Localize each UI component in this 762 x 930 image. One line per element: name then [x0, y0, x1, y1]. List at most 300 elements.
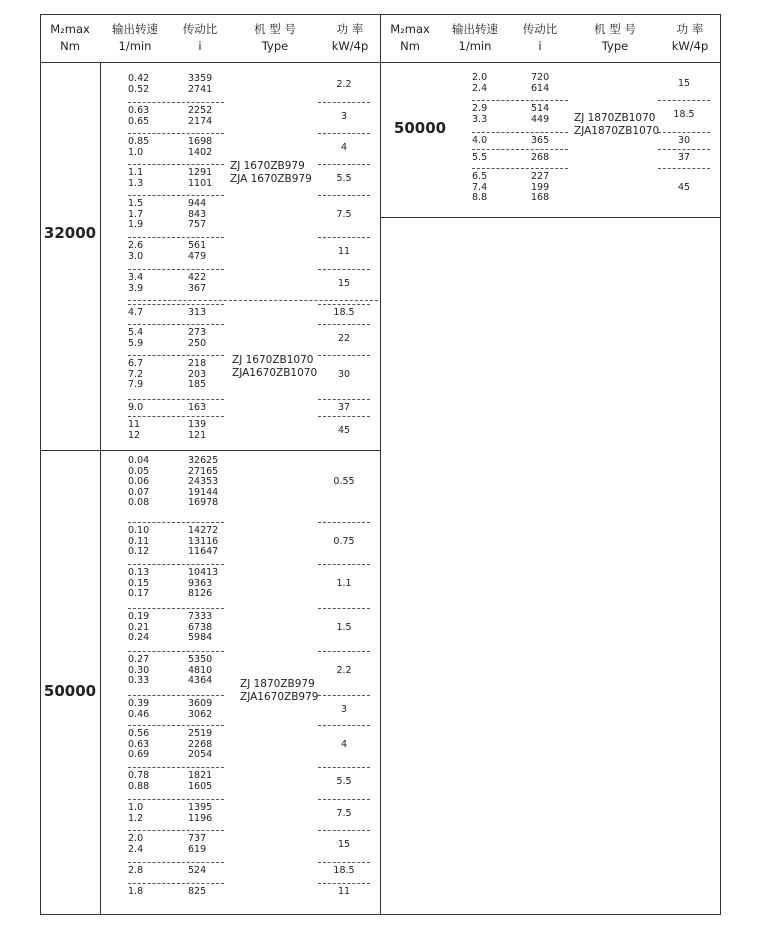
power-separator [318, 324, 370, 325]
power-value: 3 [340, 703, 348, 715]
ratio-cell [188, 887, 206, 898]
power-value: 37 [677, 152, 691, 164]
speed-separator [128, 522, 224, 523]
ratio-cell [188, 328, 206, 349]
speed-cell [472, 136, 487, 147]
header-model-line2: Type [261, 39, 289, 53]
header-torque-line1: M₂max [390, 22, 430, 36]
torque-value: 50000 [43, 682, 97, 700]
ratio-value: 250 [188, 337, 207, 349]
power-value: 5.5 [336, 775, 352, 787]
header-speed [100, 21, 170, 55]
ratio-value: 139 [188, 419, 207, 430]
speed-value: 12 [128, 429, 141, 441]
ratio-value: 185 [188, 379, 207, 390]
speed-separator [128, 564, 224, 565]
ratio-value: 2252 [188, 105, 213, 116]
speed-separator [128, 416, 224, 417]
ratio-cell [188, 866, 206, 877]
speed-separator [128, 269, 224, 270]
right-section-rule [380, 217, 721, 218]
power-separator [318, 164, 370, 165]
speed-value: 4.7 [128, 307, 144, 318]
ratio-value: 449 [531, 113, 550, 125]
header-torque-line2: Nm [400, 39, 420, 53]
ratio-value: 8126 [188, 588, 213, 599]
speed-value: 9.0 [128, 402, 144, 413]
header-ratio-line1: 传动比 [182, 22, 218, 36]
power-value: 18.5 [333, 307, 355, 319]
speed-separator [128, 164, 224, 165]
speed-cell [128, 359, 143, 391]
header-speed [440, 21, 510, 55]
model-separator [128, 300, 378, 301]
speed-cell [128, 655, 149, 687]
speed-separator [128, 133, 224, 134]
speed-value: 0.85 [128, 136, 150, 147]
ratio-value: 2174 [188, 115, 213, 127]
power-separator [318, 269, 370, 270]
header-speed-line1: 输出转速 [112, 22, 158, 36]
ratio-value: 1196 [188, 812, 213, 824]
ratio-value: 6738 [188, 621, 213, 633]
ratio-cell [188, 168, 212, 189]
ratio-cell [531, 136, 549, 147]
speed-separator [128, 102, 224, 103]
ratio-cell [188, 803, 212, 824]
speed-cell [128, 403, 143, 414]
power-separator [658, 168, 710, 169]
speed-cell [472, 73, 487, 94]
speed-value: 0.15 [128, 577, 150, 589]
ratio-cell [188, 456, 218, 509]
power-value: 11 [337, 886, 351, 898]
speed-value: 1.9 [128, 219, 144, 230]
power-separator [318, 355, 370, 356]
speed-value: 1.1 [128, 167, 144, 178]
speed-value: 0.63 [128, 738, 150, 750]
ratio-cell [188, 74, 212, 95]
speed-value: 2.8 [128, 865, 144, 876]
speed-value: 11 [128, 419, 141, 430]
ratio-value: 268 [531, 152, 550, 163]
speed-cell [128, 137, 149, 158]
header-ratio-line2: i [538, 39, 542, 53]
ratio-cell [188, 273, 206, 294]
speed-value: 0.33 [128, 675, 150, 686]
ratio-value: 524 [188, 865, 207, 876]
speed-separator [128, 237, 224, 238]
ratio-cell [188, 612, 212, 644]
ratio-cell [188, 241, 206, 262]
header-speed-line2: 1/min [458, 39, 492, 53]
speed-value: 0.19 [128, 611, 150, 622]
ratio-value: 14272 [188, 525, 219, 536]
header-torque-line1: M₂max [50, 22, 90, 36]
ratio-value: 199 [531, 181, 550, 193]
power-value: 15 [337, 838, 351, 850]
speed-value: 1.2 [128, 812, 144, 824]
speed-separator [128, 195, 224, 196]
power-separator [318, 416, 370, 417]
torque-column-rule [100, 62, 101, 915]
speed-value: 0.56 [128, 728, 150, 739]
power-value: 3 [340, 110, 348, 122]
speed-value: 2.4 [128, 843, 144, 855]
ratio-value: 619 [188, 843, 207, 855]
speed-value: 3.0 [128, 250, 144, 262]
power-value: 0.55 [333, 476, 355, 488]
speed-cell [128, 308, 143, 319]
speed-value: 0.39 [128, 698, 150, 709]
section-rule [40, 450, 380, 451]
power-value: 4 [340, 738, 348, 750]
ratio-value: 561 [188, 240, 207, 251]
model-label [230, 160, 312, 186]
header-torque [380, 21, 440, 55]
header-speed-line1: 输出转速 [452, 22, 498, 36]
speed-cell [128, 106, 149, 127]
model-line2: ZJA1670ZB979 [240, 691, 319, 703]
power-separator [318, 883, 370, 884]
speed-value: 0.46 [128, 708, 150, 720]
power-value: 5.5 [336, 172, 352, 184]
speed-cell [128, 834, 143, 855]
speed-cell [128, 699, 149, 720]
ratio-value: 514 [531, 103, 550, 114]
speed-value: 2.0 [472, 72, 488, 83]
speed-value: 2.6 [128, 240, 144, 251]
speed-value: 3.3 [472, 113, 488, 125]
speed-value: 2.9 [472, 103, 488, 114]
power-separator [658, 132, 710, 133]
ratio-cell [531, 172, 549, 204]
power-value: 7.5 [336, 208, 352, 220]
speed-cell [128, 74, 149, 95]
header-model-line2: Type [601, 39, 629, 53]
speed-value: 3.9 [128, 282, 144, 294]
model-label [240, 678, 318, 704]
speed-value: 2.0 [128, 833, 144, 844]
power-value: 18.5 [673, 108, 695, 120]
speed-value: 1.3 [128, 177, 144, 189]
power-separator [318, 564, 370, 565]
power-value: 30 [677, 135, 691, 147]
speed-value: 0.88 [128, 780, 150, 792]
ratio-value: 825 [188, 886, 207, 897]
ratio-value: 19144 [188, 486, 219, 498]
header-power-line1: 功 率 [676, 22, 704, 36]
ratio-value: 9363 [188, 577, 213, 589]
speed-value: 0.42 [128, 73, 150, 84]
speed-separator [128, 883, 224, 884]
ratio-cell [188, 526, 218, 558]
speed-value: 8.8 [472, 192, 488, 203]
power-value: 1.5 [336, 621, 352, 633]
power-separator [658, 149, 710, 150]
power-separator [318, 304, 370, 305]
speed-cell [128, 456, 149, 509]
power-value: 2.2 [336, 664, 352, 676]
power-separator [318, 133, 370, 134]
ratio-value: 4810 [188, 664, 213, 676]
ratio-value: 720 [531, 72, 550, 83]
power-separator [658, 100, 710, 101]
power-value: 2.2 [336, 78, 352, 90]
speed-separator [128, 725, 224, 726]
power-separator [318, 195, 370, 196]
power-separator [318, 695, 370, 696]
model-line1: ZJ 1870ZB979 [240, 678, 315, 690]
power-separator [318, 725, 370, 726]
ratio-value: 1395 [188, 802, 213, 813]
power-separator [318, 799, 370, 800]
ratio-value: 1402 [188, 146, 213, 158]
power-value: 30 [337, 368, 351, 380]
ratio-cell [531, 73, 549, 94]
ratio-value: 2268 [188, 738, 213, 750]
speed-cell [128, 729, 149, 761]
ratio-value: 16978 [188, 497, 219, 508]
ratio-value: 1291 [188, 167, 213, 178]
ratio-cell [188, 771, 212, 792]
ratio-cell [188, 403, 206, 414]
header-ratio [170, 21, 230, 55]
model-line2: ZJA1670ZB1070 [232, 367, 318, 379]
speed-cell [128, 199, 143, 231]
speed-value: 0.65 [128, 115, 150, 127]
speed-value: 1.0 [128, 146, 144, 158]
speed-cell [128, 273, 143, 294]
header-power [660, 21, 720, 55]
power-value: 15 [337, 277, 351, 289]
header-rule [40, 62, 721, 63]
ratio-value: 4364 [188, 675, 213, 686]
ratio-value: 5350 [188, 654, 213, 665]
power-value: 15 [677, 77, 691, 89]
power-separator [318, 767, 370, 768]
speed-value: 0.11 [128, 535, 150, 547]
speed-value: 4.0 [472, 135, 488, 146]
ratio-value: 614 [531, 82, 550, 94]
ratio-value: 737 [188, 833, 207, 844]
ratio-cell [188, 568, 218, 600]
speed-cell [472, 172, 487, 204]
power-value: 22 [337, 332, 351, 344]
speed-value: 7.9 [128, 379, 144, 390]
speed-separator [128, 608, 224, 609]
model-line1: ZJ 1670ZB1070 [232, 354, 314, 366]
speed-cell [128, 168, 143, 189]
power-separator [318, 237, 370, 238]
speed-value: 0.07 [128, 486, 150, 498]
header-torque-line2: Nm [60, 39, 80, 53]
header-ratio-line1: 传动比 [522, 22, 558, 36]
model-label [232, 354, 317, 380]
speed-separator [128, 799, 224, 800]
ratio-value: 1821 [188, 770, 213, 781]
speed-separator [128, 651, 224, 652]
speed-separator [472, 168, 568, 169]
power-separator [318, 862, 370, 863]
ratio-cell [188, 834, 206, 855]
header-power-line2: kW/4p [331, 39, 369, 53]
ratio-cell [188, 199, 206, 231]
speed-separator [128, 830, 224, 831]
power-separator [318, 399, 370, 400]
speed-value: 1.5 [128, 198, 144, 209]
speed-cell [128, 241, 143, 262]
power-value: 45 [337, 424, 351, 436]
ratio-value: 313 [188, 307, 207, 318]
ratio-value: 2054 [188, 749, 213, 760]
speed-value: 0.24 [128, 632, 150, 643]
speed-value: 1.0 [128, 802, 144, 813]
speed-cell [128, 420, 140, 441]
header-ratio-line2: i [198, 39, 202, 53]
power-value: 11 [337, 245, 351, 257]
power-separator [318, 522, 370, 523]
speed-cell [128, 328, 143, 349]
power-separator [318, 651, 370, 652]
speed-separator [472, 132, 568, 133]
power-value: 1.1 [336, 577, 352, 589]
ratio-value: 11647 [188, 546, 219, 557]
speed-cell [128, 526, 149, 558]
ratio-value: 227 [531, 171, 550, 182]
speed-value: 0.08 [128, 497, 150, 508]
speed-value: 5.4 [128, 327, 144, 338]
header-torque [40, 21, 100, 55]
speed-separator [472, 149, 568, 150]
ratio-value: 1605 [188, 780, 213, 792]
ratio-value: 24353 [188, 476, 219, 487]
header-speed-line2: 1/min [118, 39, 152, 53]
ratio-value: 13116 [188, 535, 219, 547]
speed-cell [128, 887, 143, 898]
header-model-line1: 机 型 号 [254, 22, 296, 36]
ratio-value: 422 [188, 272, 207, 283]
header-power-line1: 功 率 [336, 22, 364, 36]
power-separator [318, 608, 370, 609]
torque-value: 32000 [43, 224, 97, 242]
power-separator [318, 102, 370, 103]
speed-value: 5.5 [472, 152, 488, 163]
ratio-cell [188, 420, 206, 441]
header-ratio [510, 21, 570, 55]
ratio-value: 2741 [188, 83, 213, 95]
speed-cell [472, 104, 487, 125]
ratio-value: 273 [188, 327, 207, 338]
speed-cell [472, 153, 487, 164]
ratio-value: 757 [188, 219, 207, 230]
header-model [570, 21, 660, 55]
model-line1: ZJ 1870ZB1070 [574, 112, 656, 124]
speed-value: 0.78 [128, 770, 150, 781]
speed-separator [472, 100, 568, 101]
speed-value: 7.4 [472, 181, 488, 193]
power-value: 0.75 [333, 535, 355, 547]
ratio-cell [188, 729, 212, 761]
speed-value: 5.9 [128, 337, 144, 349]
model-label [574, 112, 659, 138]
ratio-value: 121 [188, 429, 207, 441]
speed-value: 0.21 [128, 621, 150, 633]
ratio-cell [188, 308, 206, 319]
speed-separator [128, 324, 224, 325]
speed-value: 0.05 [128, 465, 150, 477]
ratio-value: 5984 [188, 632, 213, 643]
speed-value: 0.04 [128, 455, 150, 466]
speed-value: 0.27 [128, 654, 150, 665]
panel-divider [380, 14, 381, 915]
speed-separator [128, 399, 224, 400]
speed-cell [128, 771, 149, 792]
speed-value: 0.69 [128, 749, 150, 760]
speed-separator [128, 862, 224, 863]
ratio-value: 365 [531, 135, 550, 146]
header-model-line1: 机 型 号 [594, 22, 636, 36]
ratio-cell [531, 153, 549, 164]
speed-value: 3.4 [128, 272, 144, 283]
ratio-value: 944 [188, 198, 207, 209]
speed-separator [128, 767, 224, 768]
speed-separator [128, 355, 224, 356]
speed-value: 0.06 [128, 476, 150, 487]
speed-value: 0.30 [128, 664, 150, 676]
ratio-value: 3062 [188, 708, 213, 720]
ratio-value: 10413 [188, 567, 219, 578]
power-value: 7.5 [336, 807, 352, 819]
torque-value: 50000 [393, 119, 447, 137]
speed-value: 6.5 [472, 171, 488, 182]
speed-value: 0.13 [128, 567, 150, 578]
speed-value: 1.7 [128, 208, 144, 220]
speed-value: 7.2 [128, 368, 144, 380]
ratio-cell [188, 106, 212, 127]
ratio-value: 367 [188, 282, 207, 294]
ratio-value: 27165 [188, 465, 219, 477]
header-power-line2: kW/4p [671, 39, 709, 53]
ratio-cell [188, 359, 206, 391]
ratio-value: 843 [188, 208, 207, 220]
ratio-value: 7333 [188, 611, 213, 622]
header-model [230, 21, 320, 55]
speed-value: 2.4 [472, 82, 488, 94]
speed-value: 0.63 [128, 105, 150, 116]
model-line2: ZJA1870ZB1070 [574, 125, 660, 137]
speed-cell [128, 568, 149, 600]
power-value: 45 [677, 181, 691, 193]
ratio-value: 218 [188, 358, 207, 369]
power-value: 37 [337, 402, 351, 414]
model-line2: ZJA 1670ZB979 [230, 173, 312, 185]
speed-cell [128, 866, 143, 877]
ratio-cell [531, 104, 549, 125]
speed-value: 0.17 [128, 588, 150, 599]
header-power [320, 21, 380, 55]
model-line1: ZJ 1670ZB979 [230, 160, 305, 172]
power-separator [318, 830, 370, 831]
speed-value: 0.10 [128, 525, 150, 536]
speed-cell [128, 803, 143, 824]
ratio-value: 1698 [188, 136, 213, 147]
ratio-value: 3609 [188, 698, 213, 709]
ratio-value: 479 [188, 250, 207, 262]
ratio-value: 168 [531, 192, 550, 203]
ratio-cell [188, 655, 212, 687]
ratio-cell [188, 699, 212, 720]
